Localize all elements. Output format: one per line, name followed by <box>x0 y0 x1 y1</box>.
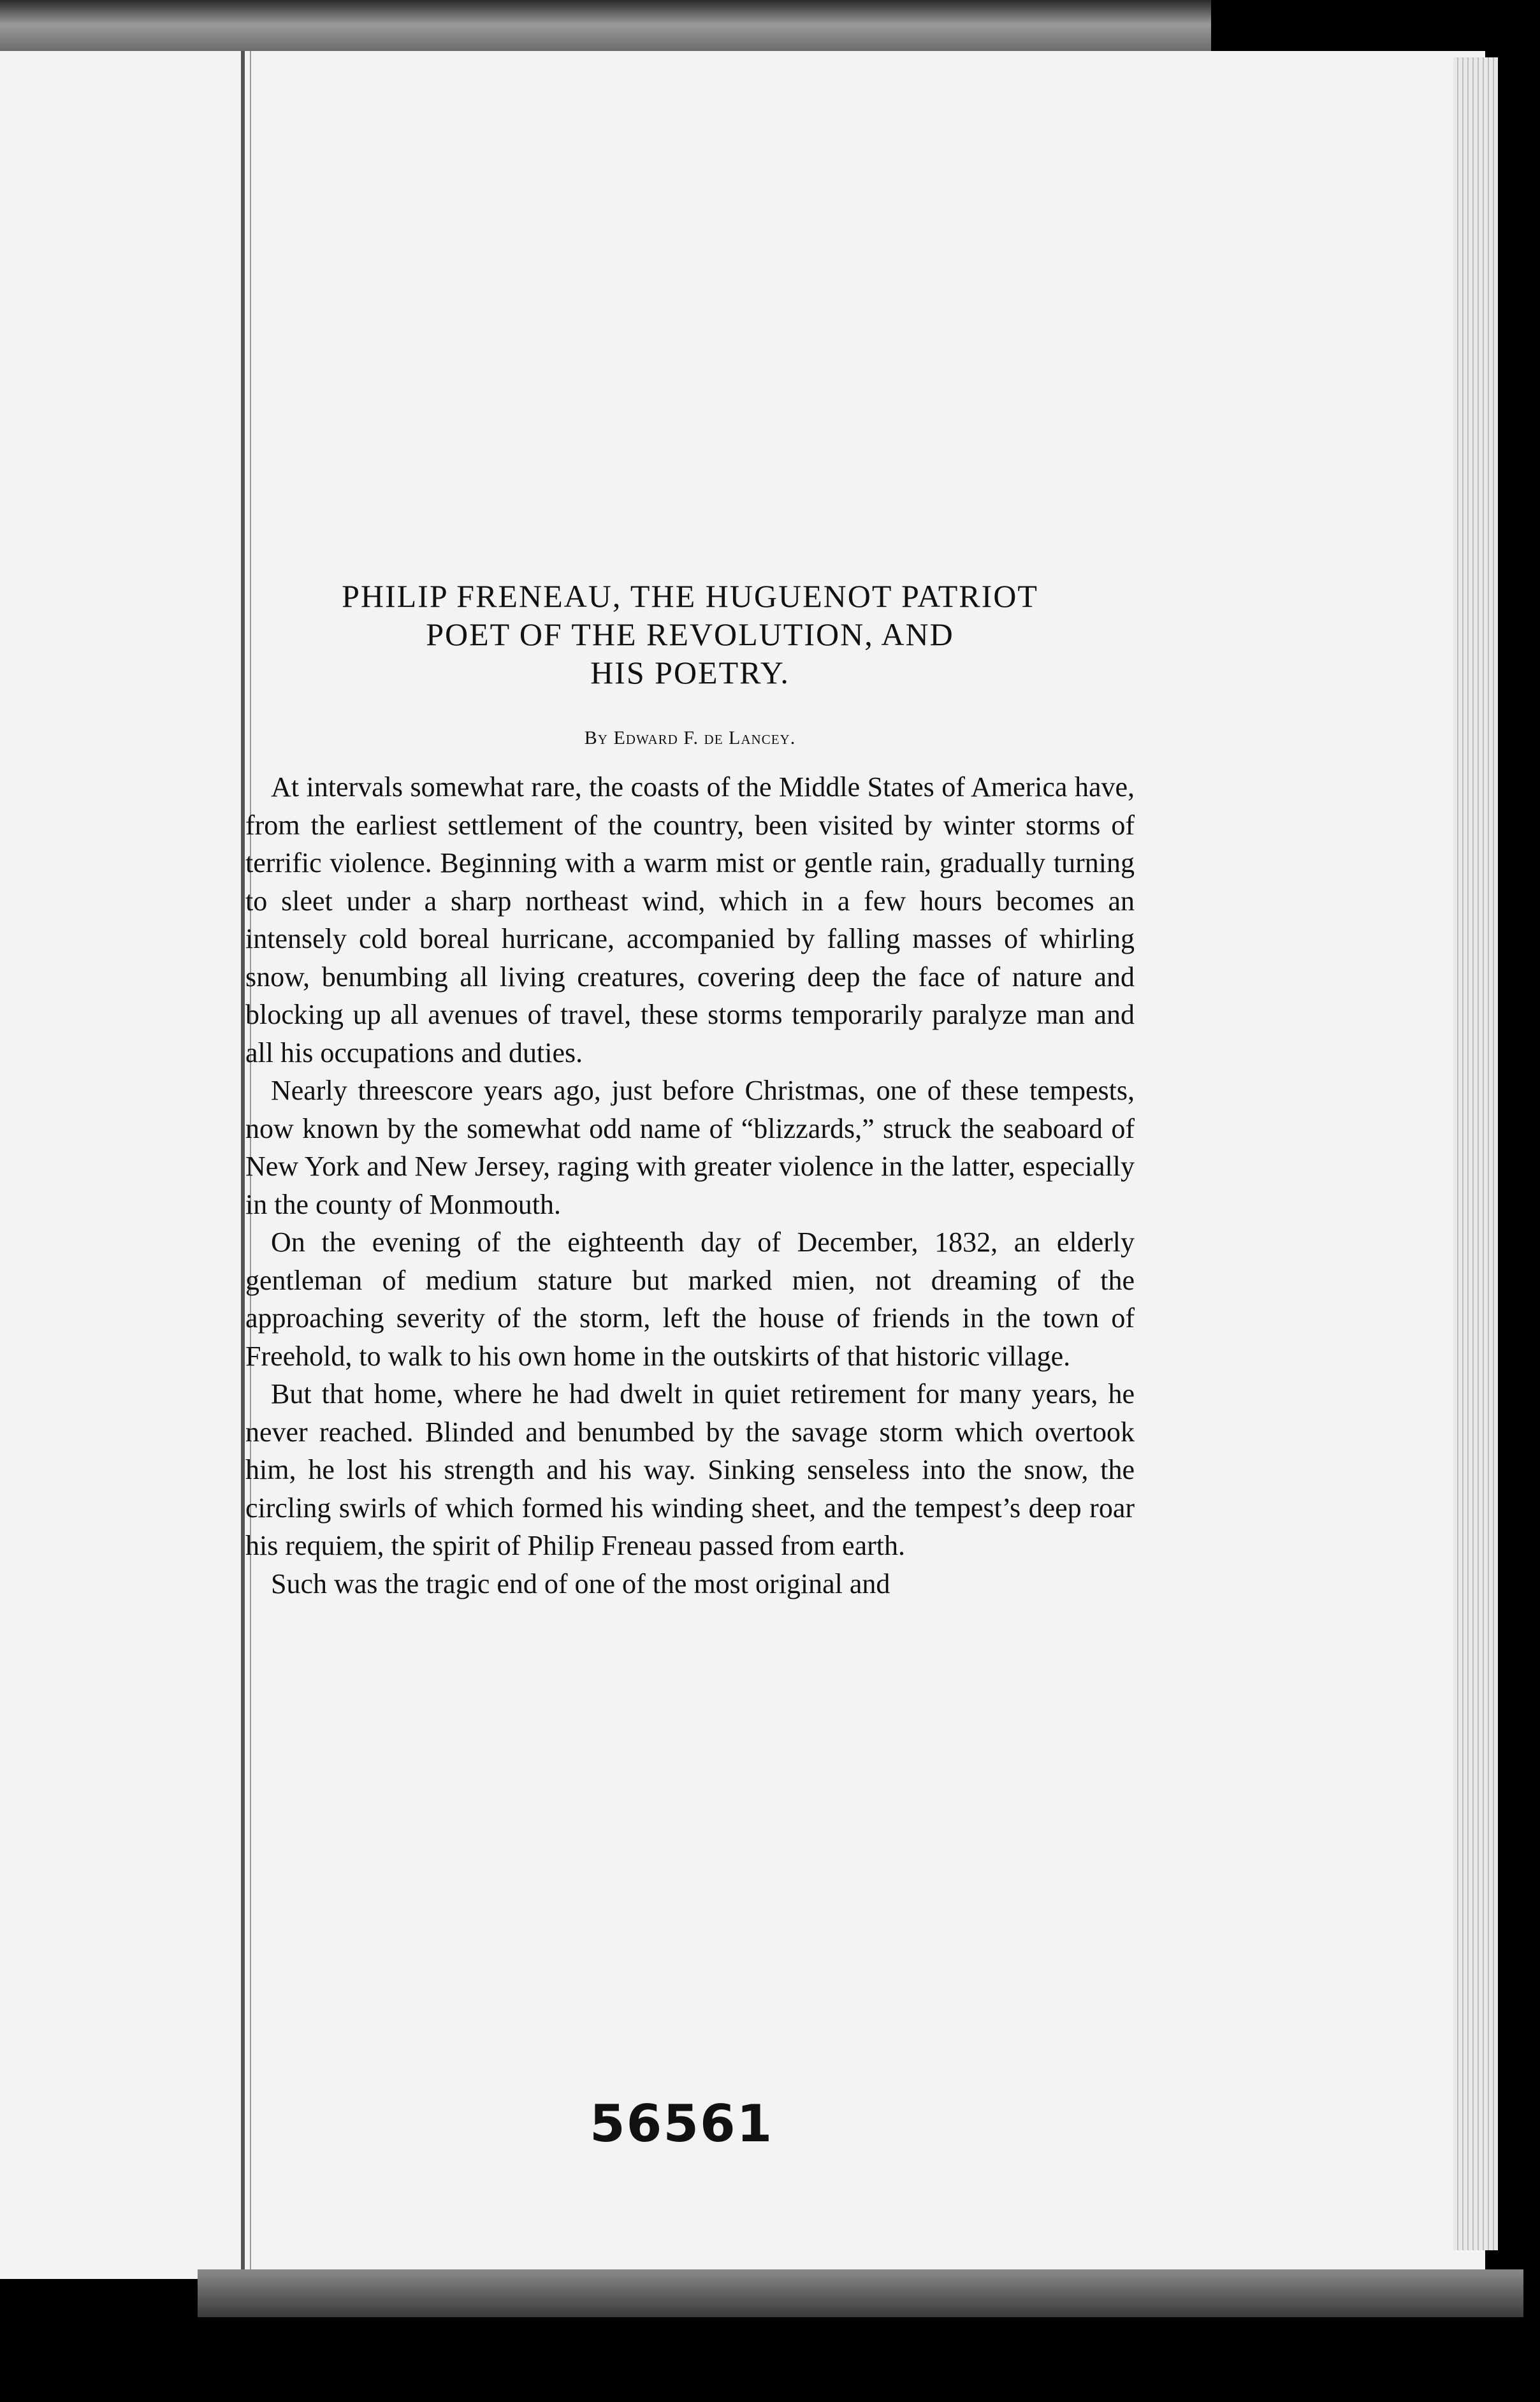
paragraph: Such was the tragic end of one of the most original and <box>271 1568 890 1599</box>
paragraph: But that home, where he had dwelt in quiet retirement for many years, he never reached. Blinded and benumbed by the savage storm which overtook him, he lost his strength and his way. Sinking senseless into the snow, the circling swirls of which formed his winding sheet, and the tempest’s deep roar his requiem, the spirit of Philip Freneau passed from earth. <box>245 1378 1135 1561</box>
title-line: PHILIP FRENEAU, THE HUGUENOT PATRIOT <box>342 578 1038 614</box>
byline: By Edward F. de Lancey. <box>584 727 796 748</box>
page-stack-edge <box>1453 57 1498 2250</box>
title-line: HIS POETRY. <box>590 655 790 690</box>
paragraph: On the evening of the eighteenth day of December, 1832, an elderly gentleman of medium stature but marked mien, not dreaming of the approaching severity of the storm, left the house of friends in the town of Freehold, to walk to his own home in the outskirts of that historic village. <box>245 1226 1135 1372</box>
article <box>245 577 1135 1603</box>
scanner-bottom-edge <box>198 2269 1523 2317</box>
paragraph: At intervals somewhat rare, the coasts of the Middle States of America have, from the earliest settlement of the country, been visited by winter storms of terrific violence. Beginning with a warm mist or gentle rain, gradually turning to sleet under a sharp northeast wind, which in a few hours becomes an intensely cold boreal hurricane, accompanied by falling masses of whirling snow, benumbing all living creatures, covering deep the face of nature and blocking up all avenues of travel, these storms temporarily paralyze man and all his occupations and duties. <box>245 771 1135 1068</box>
paragraph: Nearly threescore years ago, just before Christmas, one of these tempests, now known by the somewhat odd name of “blizzards,” struck the seaboard of New York and New Jersey, raging with greater violence in the latter, especially in the county of Monmouth. <box>245 1075 1135 1220</box>
accession-number-stamp: 56561 <box>590 2094 774 2153</box>
article-title <box>245 577 1135 692</box>
binding-gutter <box>241 51 245 2279</box>
title-line: POET OF THE REVOLUTION, AND <box>426 616 954 652</box>
